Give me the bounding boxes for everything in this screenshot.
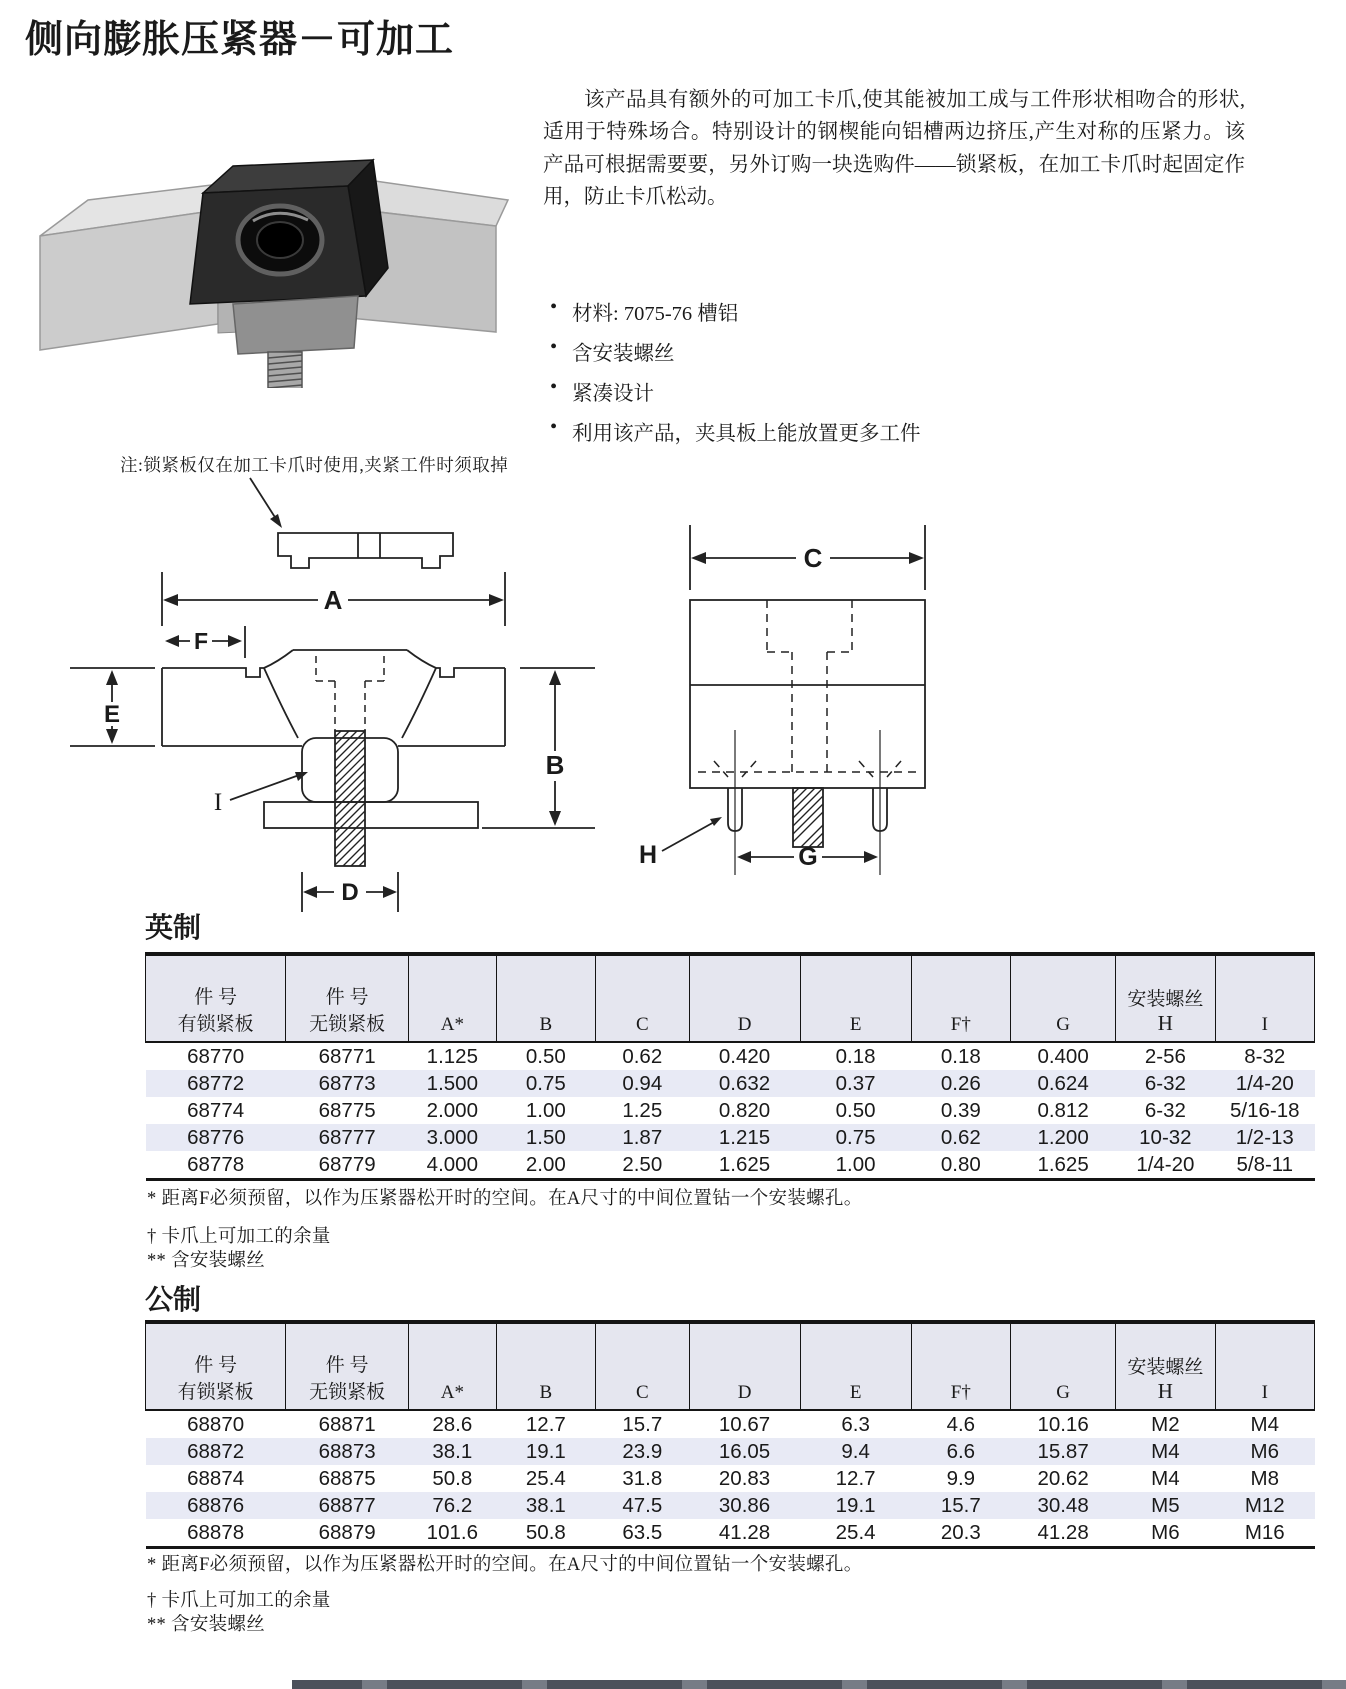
footnote-dagger: † 卡爪上可加工的余量 — [147, 1227, 331, 1247]
callout-h — [639, 817, 722, 869]
spec-cell: M5 — [1116, 1492, 1215, 1519]
spec-cell: 30.86 — [689, 1492, 800, 1519]
dim-c-label: C — [803, 543, 823, 573]
header-line: 无锁紧板 — [309, 1382, 386, 1403]
spec-cell: 68870 — [187, 1413, 245, 1436]
dim-b-label: B — [545, 750, 565, 780]
feature-text: 紧凑设计 — [572, 383, 654, 405]
spec-cell: 68879 — [286, 1519, 409, 1548]
spec-cell: 15.7 — [622, 1413, 663, 1436]
spec-cell: 4.000 — [409, 1151, 497, 1180]
spec-cell: 8-32 — [1244, 1045, 1286, 1068]
metric-table-body — [146, 1410, 1315, 1548]
spec-cell: 0.37 — [800, 1070, 911, 1097]
spec-cell: 23.9 — [596, 1438, 690, 1465]
spec-row — [146, 1465, 1315, 1492]
spec-cell: 0.18 — [835, 1045, 876, 1068]
section-title-imperial: 英制 — [145, 912, 202, 943]
spec-cell: 1.87 — [596, 1124, 690, 1151]
spec-cell: 31.8 — [622, 1467, 663, 1490]
dim-d-label: D — [341, 879, 359, 906]
spec-cell: 6-32 — [1144, 1099, 1186, 1122]
spec-cell: 0.75 — [800, 1124, 911, 1151]
spec-cell: 101.6 — [409, 1519, 497, 1548]
header-line: 安装螺丝 — [1127, 1357, 1204, 1378]
spec-cell: 6.3 — [841, 1413, 870, 1436]
footnote-star: * 距离F必须预留，以作为压紧器松开时的空间。在A尺寸的中间位置钻一个安装螺孔。 — [147, 1189, 863, 1209]
spec-cell: 25.4 — [800, 1519, 911, 1548]
header-line: 有锁紧板 — [177, 1014, 254, 1035]
spec-cell: 20.62 — [1037, 1467, 1089, 1490]
spec-cell: 0.26 — [911, 1070, 1010, 1097]
spec-cell: 68776 — [146, 1124, 286, 1151]
header-row — [146, 1322, 1315, 1410]
spec-cell: 2-56 — [1144, 1045, 1186, 1068]
col-dim-b: B — [496, 1322, 595, 1410]
spec-cell: 15.7 — [911, 1492, 1010, 1519]
spec-cell: 10.16 — [1037, 1413, 1089, 1436]
hidden-t-slot — [698, 600, 917, 777]
col-dim-b: B — [496, 954, 595, 1042]
spec-cell: 68773 — [286, 1070, 409, 1097]
spec-cell: 1.200 — [1011, 1124, 1116, 1151]
spec-cell: 0.820 — [718, 1099, 771, 1122]
header-line: H — [1157, 1011, 1173, 1035]
spec-row — [146, 1410, 1315, 1438]
spec-cell: 28.6 — [432, 1413, 473, 1436]
spec-cell: 68774 — [187, 1099, 245, 1122]
spec-cell: 20.83 — [718, 1467, 771, 1490]
spec-cell: 0.812 — [1037, 1099, 1089, 1122]
spec-cell: 68876 — [146, 1492, 286, 1519]
header-line: 件 号 — [194, 1355, 238, 1376]
spec-cell: 4.6 — [946, 1413, 976, 1436]
spec-cell: 1.50 — [496, 1124, 595, 1151]
col-dim-f: F† — [911, 1322, 1010, 1410]
col-part-without-lock — [286, 954, 409, 1042]
spec-cell: 6.6 — [911, 1438, 1010, 1465]
spec-cell: 10.67 — [718, 1413, 771, 1436]
col-dim-e: E — [800, 954, 911, 1042]
metric-table-wrap — [145, 1320, 1315, 1549]
dim-c — [690, 525, 925, 590]
bullet-dot-icon: • — [550, 416, 558, 438]
spec-cell: 2.00 — [496, 1151, 595, 1180]
footnote-star: * 距离F必须预留，以作为压紧器松开时的空间。在A尺寸的中间位置钻一个安装螺孔。 — [147, 1555, 863, 1575]
col-dim-f: F† — [911, 954, 1010, 1042]
clamp-lower-body — [233, 296, 358, 354]
list-item — [550, 376, 921, 406]
spec-cell: 50.8 — [432, 1467, 473, 1490]
spec-cell: 5/8-11 — [1215, 1151, 1314, 1180]
spec-row — [146, 1097, 1315, 1124]
spec-cell: 47.5 — [596, 1492, 690, 1519]
spec-row — [146, 1151, 1315, 1180]
cross-section-drawing — [50, 476, 615, 916]
spec-cell: 68779 — [286, 1151, 409, 1180]
page-title: 侧向膨胀压紧器－可加工 — [25, 19, 455, 61]
spec-cell: 68872 — [146, 1438, 286, 1465]
imperial-spec-table — [145, 952, 1315, 1181]
spec-cell: 0.80 — [911, 1151, 1010, 1180]
spec-cell: 41.28 — [1011, 1519, 1116, 1548]
spec-cell: 1.25 — [622, 1099, 663, 1122]
header-line: 件 号 — [325, 987, 369, 1008]
spec-cell: 19.1 — [800, 1492, 911, 1519]
spec-cell: 68778 — [146, 1151, 286, 1180]
spec-cell: 6-32 — [1116, 1070, 1215, 1097]
spec-cell: 2.000 — [426, 1099, 478, 1122]
spec-cell: 0.62 — [911, 1124, 1010, 1151]
spec-cell: 1/2-13 — [1215, 1124, 1314, 1151]
spec-cell: M2 — [1151, 1413, 1180, 1436]
spec-cell: 68771 — [318, 1045, 376, 1068]
page-bottom-cutoff-band — [292, 1680, 1346, 1689]
footnote-dagger: † 卡爪上可加工的余量 — [147, 1591, 331, 1611]
spec-cell: 76.2 — [409, 1492, 497, 1519]
spec-cell: 0.50 — [525, 1045, 566, 1068]
col-screw-h — [1116, 954, 1215, 1042]
spec-cell: 0.18 — [940, 1045, 981, 1068]
spec-cell: 5/16-18 — [1230, 1099, 1300, 1122]
bullet-dot-icon: • — [550, 336, 558, 358]
list-item — [550, 416, 921, 446]
lock-plate-note: 注:锁紧板仅在加工卡爪时使用,夹紧工件时须取掉 — [120, 455, 509, 475]
spec-cell: M8 — [1250, 1467, 1280, 1490]
list-item — [550, 336, 921, 366]
spec-cell: 0.39 — [940, 1099, 981, 1122]
dim-a-label: A — [323, 585, 343, 615]
spec-cell: 15.87 — [1011, 1438, 1116, 1465]
spec-cell: M6 — [1116, 1519, 1215, 1548]
col-dim-d: D — [689, 954, 800, 1042]
header-line: 件 号 — [194, 987, 238, 1008]
spec-cell: 0.624 — [1011, 1070, 1116, 1097]
spec-cell: 0.632 — [689, 1070, 800, 1097]
bullet-dot-icon: • — [550, 376, 558, 398]
imperial-table-wrap — [145, 952, 1315, 1181]
feature-text: 含安装螺丝 — [572, 343, 675, 365]
header-line: H — [1157, 1379, 1173, 1403]
spec-cell: M4 — [1116, 1438, 1215, 1465]
spec-cell: 0.75 — [496, 1070, 595, 1097]
note-arrow — [250, 478, 282, 528]
spec-cell: 68777 — [286, 1124, 409, 1151]
mount-pins — [728, 788, 887, 831]
spec-cell: 68772 — [146, 1070, 286, 1097]
spec-cell: 38.1 — [496, 1492, 595, 1519]
spec-cell: 30.48 — [1011, 1492, 1116, 1519]
header-line: 安装螺丝 — [1127, 989, 1204, 1010]
spec-cell: 68871 — [318, 1413, 376, 1436]
col-part-with-lock — [146, 1322, 286, 1410]
spec-cell: 3.000 — [409, 1124, 497, 1151]
spec-cell: M16 — [1215, 1519, 1314, 1548]
lock-plate-outline — [278, 533, 453, 568]
screw-section — [335, 731, 365, 866]
spec-cell: 12.7 — [525, 1413, 566, 1436]
spec-cell: M4 — [1250, 1413, 1280, 1436]
spec-cell: 1/4-20 — [1116, 1151, 1215, 1180]
spec-cell: 68874 — [187, 1467, 245, 1490]
spec-cell: M6 — [1215, 1438, 1314, 1465]
wedge-hole-inner — [257, 222, 303, 258]
metric-spec-table — [145, 1320, 1315, 1549]
dim-h-label: H — [638, 841, 658, 869]
dim-g-label: G — [798, 843, 818, 871]
feature-text: 材料: 7075-76 槽铝 — [572, 303, 739, 325]
spec-cell: 20.3 — [911, 1519, 1010, 1548]
spec-row — [146, 1124, 1315, 1151]
bullet-dot-icon: • — [550, 296, 558, 318]
spec-cell: 1.215 — [689, 1124, 800, 1151]
col-dim-d: D — [689, 1322, 800, 1410]
spec-cell: 9.9 — [946, 1467, 976, 1490]
col-dim-c: C — [596, 954, 690, 1042]
spec-cell: 25.4 — [525, 1467, 566, 1490]
col-dim-i: I — [1215, 954, 1314, 1042]
list-item — [550, 296, 921, 326]
spec-cell: 1/4-20 — [1215, 1070, 1314, 1097]
spec-cell: 68877 — [286, 1492, 409, 1519]
spec-cell: 68878 — [146, 1519, 286, 1548]
col-dim-g: G — [1011, 954, 1116, 1042]
spec-cell: 2.50 — [596, 1151, 690, 1180]
front-body — [690, 600, 925, 788]
dim-f-label: F — [193, 628, 209, 654]
spec-cell: 1.500 — [409, 1070, 497, 1097]
col-part-with-lock — [146, 954, 286, 1042]
col-dim-e: E — [800, 1322, 911, 1410]
front-view-drawing — [618, 485, 1013, 885]
callout-i — [214, 772, 308, 816]
spec-cell: 68875 — [318, 1467, 376, 1490]
spec-cell: 12.7 — [835, 1467, 876, 1490]
dim-d — [302, 872, 398, 912]
dim-a — [162, 572, 505, 626]
spec-cell: 0.62 — [622, 1045, 663, 1068]
footnote-double-star: ** 含安装螺丝 — [147, 1251, 266, 1271]
spec-row — [146, 1042, 1315, 1070]
spec-row — [146, 1519, 1315, 1548]
spec-cell: 0.94 — [596, 1070, 690, 1097]
hidden-lines — [316, 656, 384, 731]
feature-list — [550, 296, 921, 456]
col-dim-a: A* — [409, 1322, 497, 1410]
spec-cell: 0.50 — [835, 1099, 876, 1122]
header-line: 无锁紧板 — [309, 1014, 386, 1035]
header-line: 件 号 — [325, 1355, 369, 1376]
intro-paragraph: 该产品具有额外的可加工卡爪,使其能被加工成与工件形状相吻合的形状,适用于特殊场合。特别设计的钢楔能向铝槽两边挤压,产生对称的压紧力。该产品可根据需要要，另外订购一块选购件——锁紧板，在加工卡爪时起固定作用，防止卡爪松动。 — [543, 89, 1245, 209]
section-title-metric: 公制 — [145, 1284, 202, 1315]
spec-cell: 1.00 — [800, 1151, 911, 1180]
spec-cell: 0.420 — [718, 1045, 771, 1068]
col-dim-i: I — [1215, 1322, 1314, 1410]
col-part-without-lock — [286, 1322, 409, 1410]
spec-cell: 41.28 — [689, 1519, 800, 1548]
product-photo — [28, 88, 520, 388]
spec-cell: 50.8 — [496, 1519, 595, 1548]
spec-cell: 9.4 — [800, 1438, 911, 1465]
spec-row — [146, 1492, 1315, 1519]
imperial-table-body — [146, 1042, 1315, 1180]
screw-front — [793, 788, 823, 847]
footnote-double-star: ** 含安装螺丝 — [147, 1615, 266, 1635]
spec-row — [146, 1070, 1315, 1097]
spec-cell: 68873 — [286, 1438, 409, 1465]
spec-cell: 1.125 — [426, 1045, 478, 1068]
spec-cell: 1.625 — [1011, 1151, 1116, 1180]
col-screw-h — [1116, 1322, 1215, 1410]
col-dim-g: G — [1011, 1322, 1116, 1410]
spec-cell: 68770 — [187, 1045, 245, 1068]
spec-cell: M4 — [1151, 1467, 1180, 1490]
header-line: 有锁紧板 — [177, 1382, 254, 1403]
col-dim-c: C — [596, 1322, 690, 1410]
spec-cell: 1.625 — [689, 1151, 800, 1180]
dim-e — [70, 668, 155, 746]
spec-cell: 0.400 — [1037, 1045, 1089, 1068]
intro-block — [543, 84, 1245, 214]
dim-e-label: E — [103, 701, 121, 728]
spec-cell: 68775 — [318, 1099, 376, 1122]
spec-cell: 16.05 — [689, 1438, 800, 1465]
spec-cell: 1.00 — [525, 1099, 566, 1122]
spec-cell: M12 — [1215, 1492, 1314, 1519]
header-row — [146, 954, 1315, 1042]
spec-cell: 10-32 — [1116, 1124, 1215, 1151]
spec-cell: 38.1 — [409, 1438, 497, 1465]
spec-cell: 19.1 — [496, 1438, 595, 1465]
dim-i-label: I — [213, 789, 223, 816]
col-dim-a: A* — [409, 954, 497, 1042]
dim-g — [737, 843, 878, 871]
dim-b — [482, 668, 595, 828]
feature-text: 利用该产品，夹具板上能放置更多工件 — [572, 423, 921, 445]
spec-cell: 63.5 — [596, 1519, 690, 1548]
dim-f — [165, 626, 245, 658]
spec-row — [146, 1438, 1315, 1465]
